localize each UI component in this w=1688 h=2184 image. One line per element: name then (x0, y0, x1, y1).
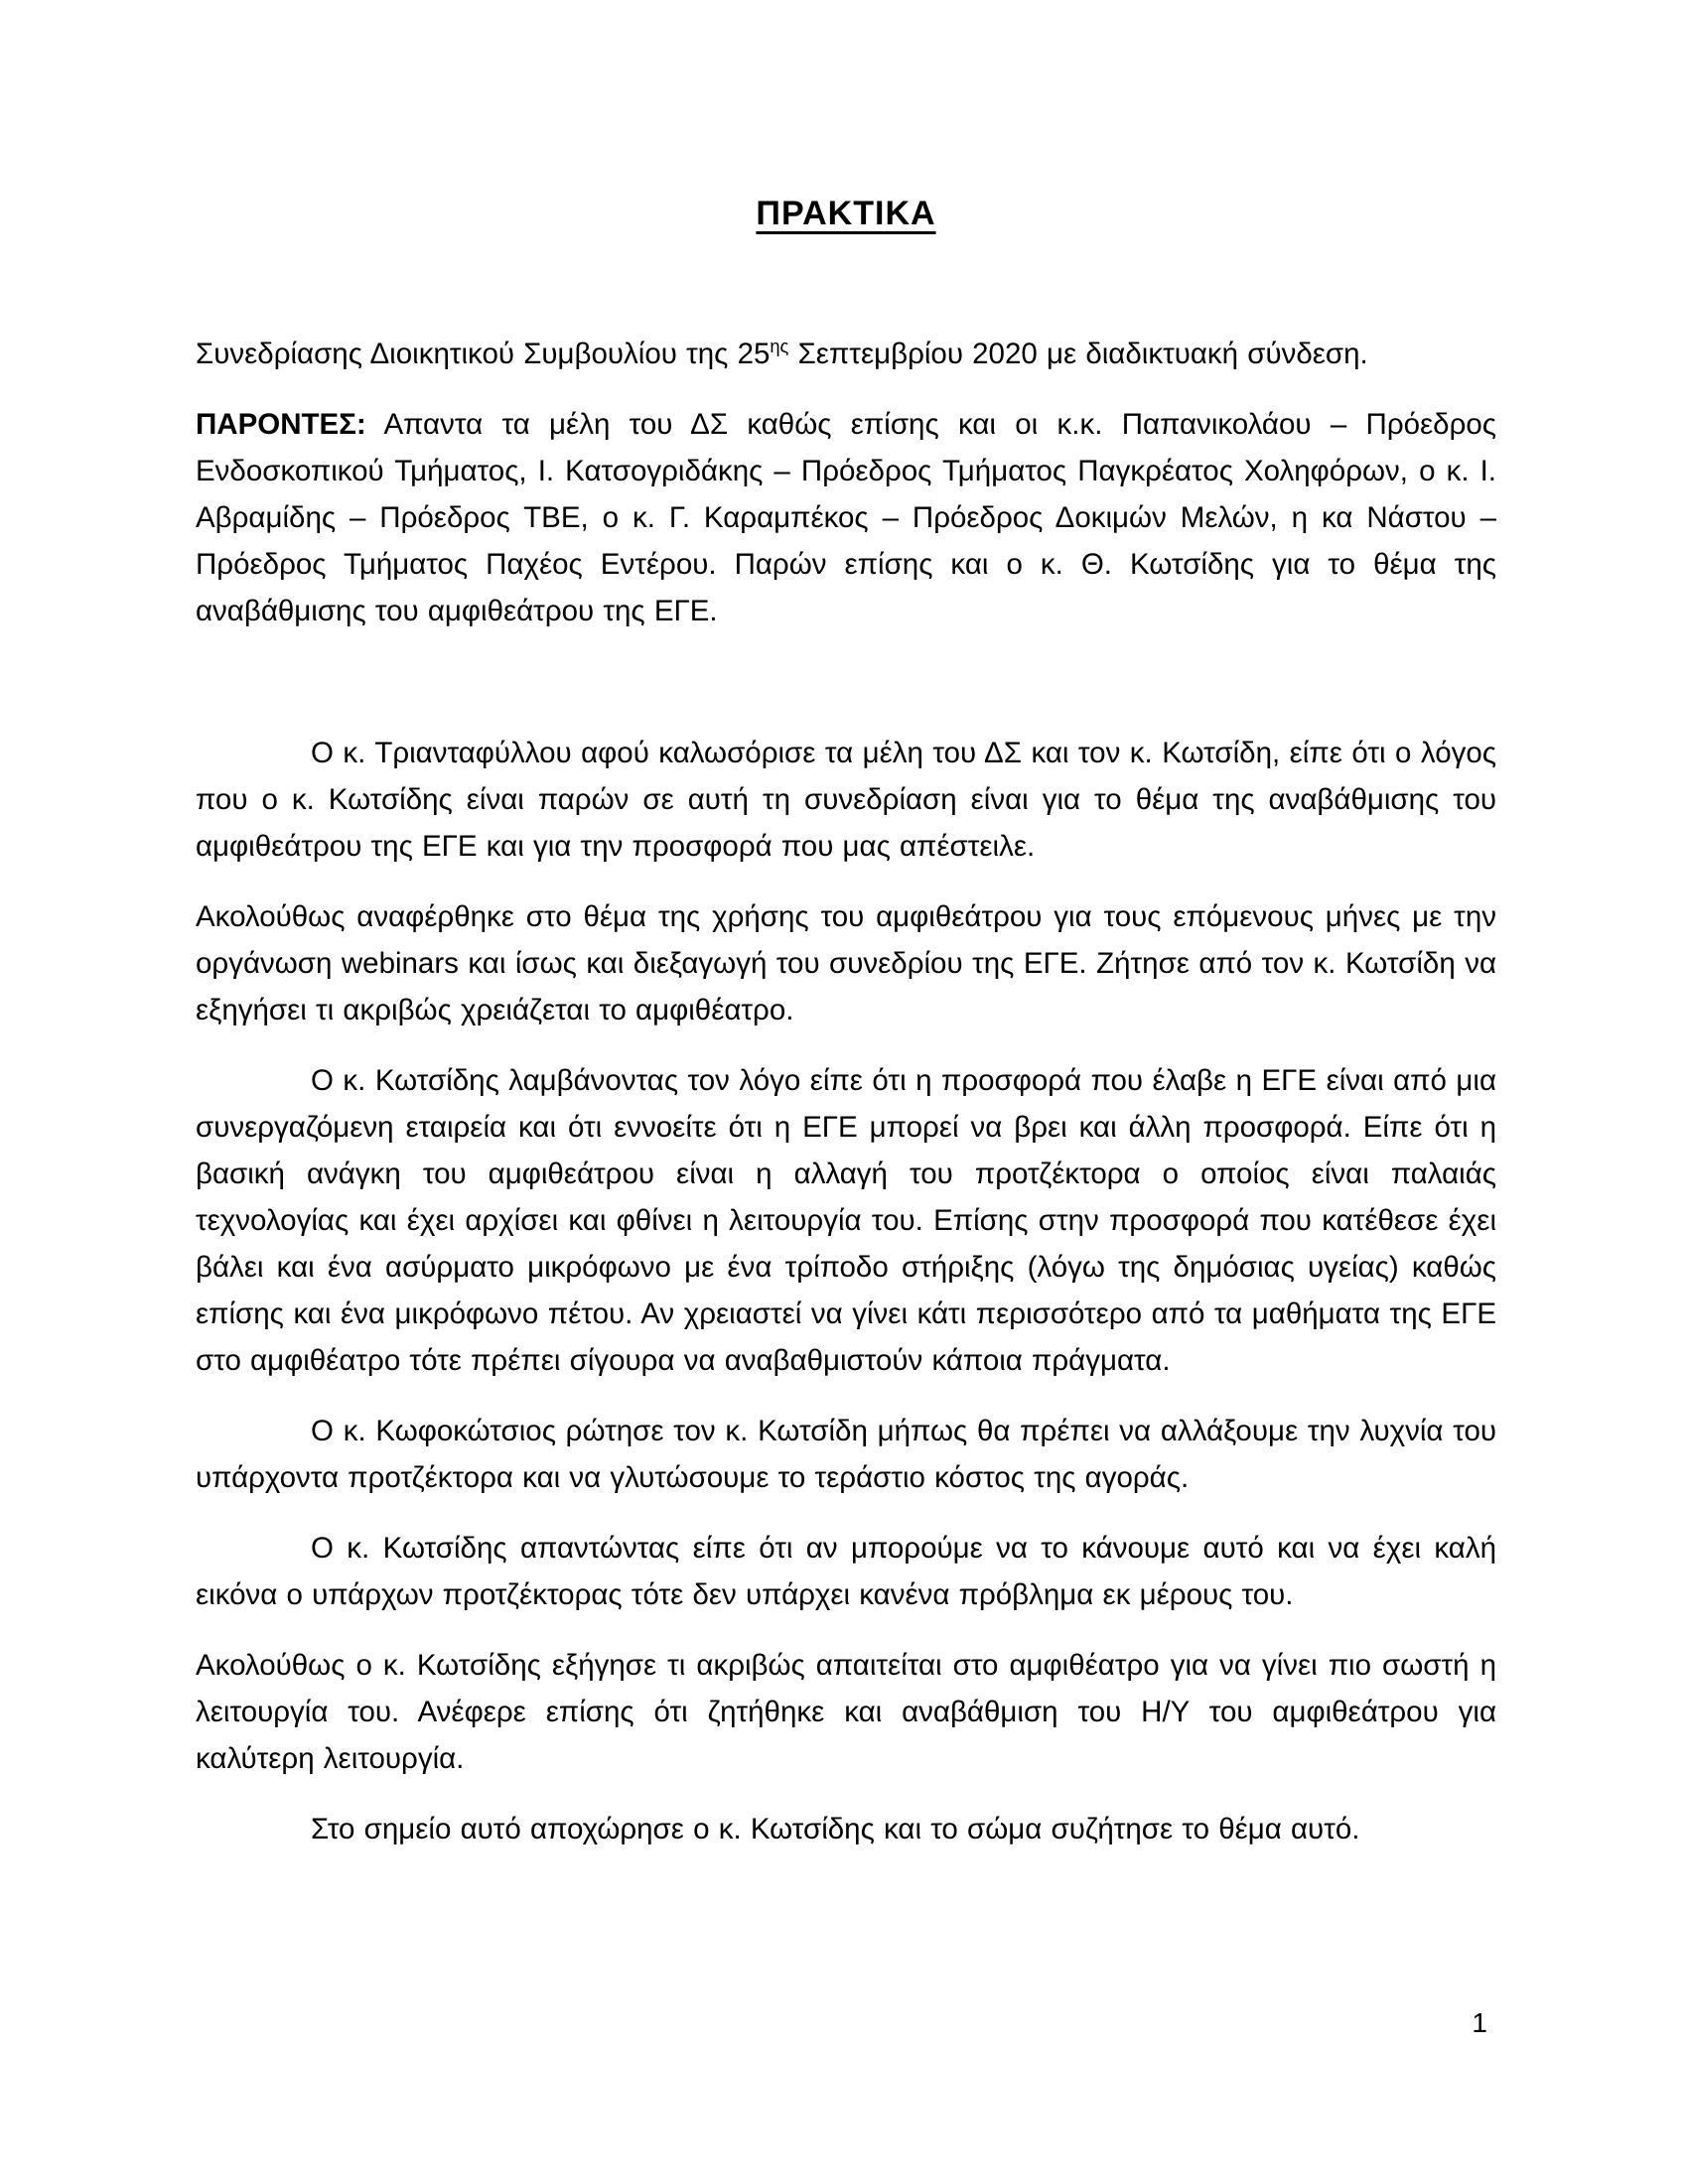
blank-line-spacer (196, 658, 1496, 730)
paragraph-lamp-question: Ο κ. Κωφοκώτσιος ρώτησε τον κ. Κωτσίδη μήπως θα πρέπει να αλλάξουμε την λυχνία του υπάρχοντα προτζέκτορα και να γλυτώσουμε το τεράστιο κόστος της αγοράς. (196, 1415, 1496, 1494)
paragraph-requirements: Ακολούθως ο κ. Κωτσίδης εξήγησε τι ακριβώς απαιτείται στο αμφιθέατρο για να γίνει πιο σωστή η λειτουργία του. Ανέφερε επίσης ότι ζητήθηκε και αναβάθμιση του Η/Υ του αμφιθεάτρου για καλύτερη λειτουργία. (196, 1649, 1496, 1775)
paragraph-amphitheater-usage: Ακολούθως αναφέρθηκε στο θέμα της χρήσης του αμφιθεάτρου για τους επόμενους μήνες με την οργάνωση webinars και ίσως και διεξαγωγή του συνεδρίου της ΕΓΕ. Ζήτησε από τον κ. Κωτσίδη να εξηγήσει τι ακριβώς χρειάζεται το αμφιθέατρο. (196, 900, 1496, 1026)
session-intro-text: Συνεδρίασης Διοικητικού Συμβουλίου της 25 (196, 338, 771, 370)
paragraph-session-intro (196, 331, 1496, 377)
document-title (196, 195, 1496, 233)
ordinal-superscript: ης (770, 336, 789, 357)
attendees-text: Απαντα τα μέλη του ΔΣ καθώς επίσης και οι κ.κ. Παπανικολάου – Πρόεδρος Ενδοσκοπικού Τμήματος, Ι. Κατσογριδάκης – Πρόεδρος Τμήματος Παγκρέατος Χοληφόρων, ο κ. Ι. Αβραμίδης – Πρόεδρος ΤΒΕ, ο κ. Γ. Καραμπέκος – Πρόεδρος Δοκιμών Μελών, η κα Νάστου – Πρόεδρος Τμήματος Παχέος Εντέρου. Παρών επίσης και ο κ. Θ. Κωτσίδης για το θέμα της αναβάθμισης του αμφιθεάτρου της ΕΓΕ. (196, 408, 1496, 627)
paragraph-departure: Στο σημείο αυτό αποχώρησε ο κ. Κωτσίδης και το σώμα συζήτησε το θέμα αυτό. (311, 1813, 1360, 1845)
paragraph-attendees (196, 401, 1496, 634)
page-number: 1 (1472, 2007, 1487, 2038)
session-intro-text-continued: Σεπτεμβρίου 2020 με διαδικτυακή σύνδεση. (788, 338, 1368, 370)
paragraph-welcome: Ο κ. Τριανταφύλλου αφού καλωσόρισε τα μέλη του ΔΣ και τον κ. Κωτσίδη, είπε ότι ο λόγος που ο κ. Κωτσίδης είναι παρών σε αυτή τη συνεδρίαση είναι για το θέμα της αναβάθμισης του αμφιθεάτρου της ΕΓΕ και για την προσφορά που μας απέστειλε. (196, 737, 1496, 863)
paragraph-lamp-answer: Ο κ. Κωτσίδης απαντώντας είπε ότι αν μπορούμε να το κάνουμε αυτό και να έχει καλή εικόνα ο υπάρχων προτζέκτορας τότε δεν υπάρχει κανένα πρόβλημα εκ μέρους του. (196, 1532, 1496, 1611)
document-title-text: ΠΡΑΚΤΙΚΑ (756, 195, 936, 232)
attendees-label: ΠΑΡΟΝΤΕΣ: (196, 408, 366, 441)
paragraph-offer-details: Ο κ. Κωτσίδης λαμβάνοντας τον λόγο είπε ότι η προσφορά που έλαβε η ΕΓΕ είναι από μια συνεργαζόμενη εταιρεία και ότι εννοείτε ότι η ΕΓΕ μπορεί να βρει και άλλη προσφορά. Είπε ότι η βασική ανάγκη του αμφιθεάτρου είναι η αλλαγή του προτζέκτορα ο οποίος είναι παλαιάς τεχνολογίας και έχει αρχίσει και φθίνει η λειτουργία του. Επίσης στην προσφορά που κατέθεσε έχει βάλει και ένα ασύρματο μικρόφωνο με ένα τρίποδο στήριξης (λόγω της δημόσιας υγείας) καθώς επίσης και ένα μικρόφωνο πέτου. Αν χρειαστεί να γίνει κάτι περισσότερο από τα μαθήματα της ΕΓΕ στο αμφιθέατρο τότε πρέπει σίγουρα να αναβαθμιστούν κάποια πράγματα. (196, 1064, 1496, 1377)
